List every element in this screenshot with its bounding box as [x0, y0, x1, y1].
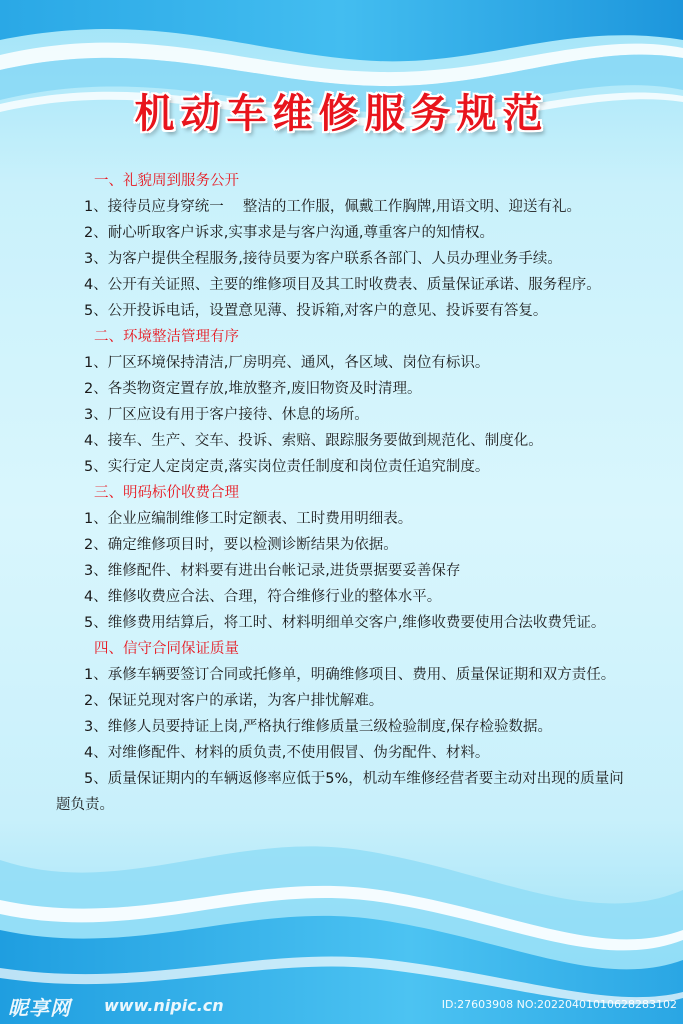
list-item: 5、质量保证期内的车辆返修率应低于5%，机动车维修经营者要主动对出现的质量问题负责。 — [56, 771, 624, 813]
list-item: 5、实行定人定岗定责,落实岗位责任制度和岗位责任追究制度。 — [84, 459, 490, 475]
list-item: 2、各类物资定置存放,堆放整齐,废旧物资及时清理。 — [84, 381, 422, 397]
section-environment — [56, 324, 634, 480]
list-item: 3、为客户提供全程服务,接待员要为客户联系各部门、人员办理业务手续。 — [84, 251, 562, 267]
list-item: 1、厂区环境保持清洁,厂房明亮、通风，各区域、岗位有标识。 — [84, 355, 490, 371]
section-service — [56, 168, 634, 324]
list-item: 4、对维修配件、材料的质负责,不使用假冒、伪劣配件、材料。 — [84, 745, 490, 761]
section-heading: 一、礼貌周到服务公开 — [94, 173, 239, 189]
list-item: 5、维修费用结算后，将工时、材料明细单交客户,维修收费要使用合法收费凭证。 — [84, 615, 606, 631]
list-item: 3、维修人员要持证上岗,严格执行维修质量三级检验制度,保存检验数据。 — [84, 719, 552, 735]
regulations-content — [56, 168, 634, 818]
list-item: 2、确定维修项目时，要以检测诊断结果为依据。 — [84, 537, 398, 553]
list-item: 4、维修收费应合法、合理，符合维修行业的整体水平。 — [84, 589, 442, 605]
section-pricing — [56, 480, 634, 636]
list-item: 2、耐心听取客户诉求,实事求是与客户沟通,尊重客户的知情权。 — [84, 225, 494, 241]
poster-title: 机动车维修服务规范 — [134, 91, 549, 137]
watermark-id: ID:27603908 NO:20220401010628283102 — [441, 998, 677, 1011]
list-item: 4、公开有关证照、主要的维修项目及其工时收费表、质量保证承诺、服务程序。 — [84, 277, 601, 293]
list-item: 4、接车、生产、交车、投诉、索赔、跟踪服务要做到规范化、制度化。 — [84, 433, 543, 449]
watermark-logo: 昵享网 — [8, 996, 71, 1020]
section-heading: 四、信守合同保证质量 — [94, 641, 239, 657]
section-heading: 二、环境整洁管理有序 — [94, 329, 239, 345]
list-item: 1、承修车辆要签订合同或托修单，明确维修项目、费用、质量保证期和双方责任。 — [84, 667, 616, 683]
section-heading: 三、明码标价收费合理 — [94, 485, 239, 501]
section-quality — [56, 636, 634, 818]
list-item: 5、公开投诉电话，设置意见薄、投诉箱,对客户的意见、投诉要有答复。 — [84, 303, 548, 319]
list-item: 3、厂区应设有用于客户接待、休息的场所。 — [84, 407, 369, 423]
list-item: 3、维修配件、材料要有进出台帐记录,进货票据要妥善保存 — [84, 563, 461, 579]
list-item: 1、接待员应身穿统一 整洁的工作服，佩戴工作胸牌,用语文明、迎送有礼。 — [84, 199, 581, 215]
list-item: 2、保证兑现对客户的承诺，为客户排忧解难。 — [84, 693, 384, 709]
list-item: 1、企业应编制维修工时定额表、工时费用明细表。 — [84, 511, 413, 527]
watermark-url: www.nipic.cn — [104, 996, 224, 1015]
